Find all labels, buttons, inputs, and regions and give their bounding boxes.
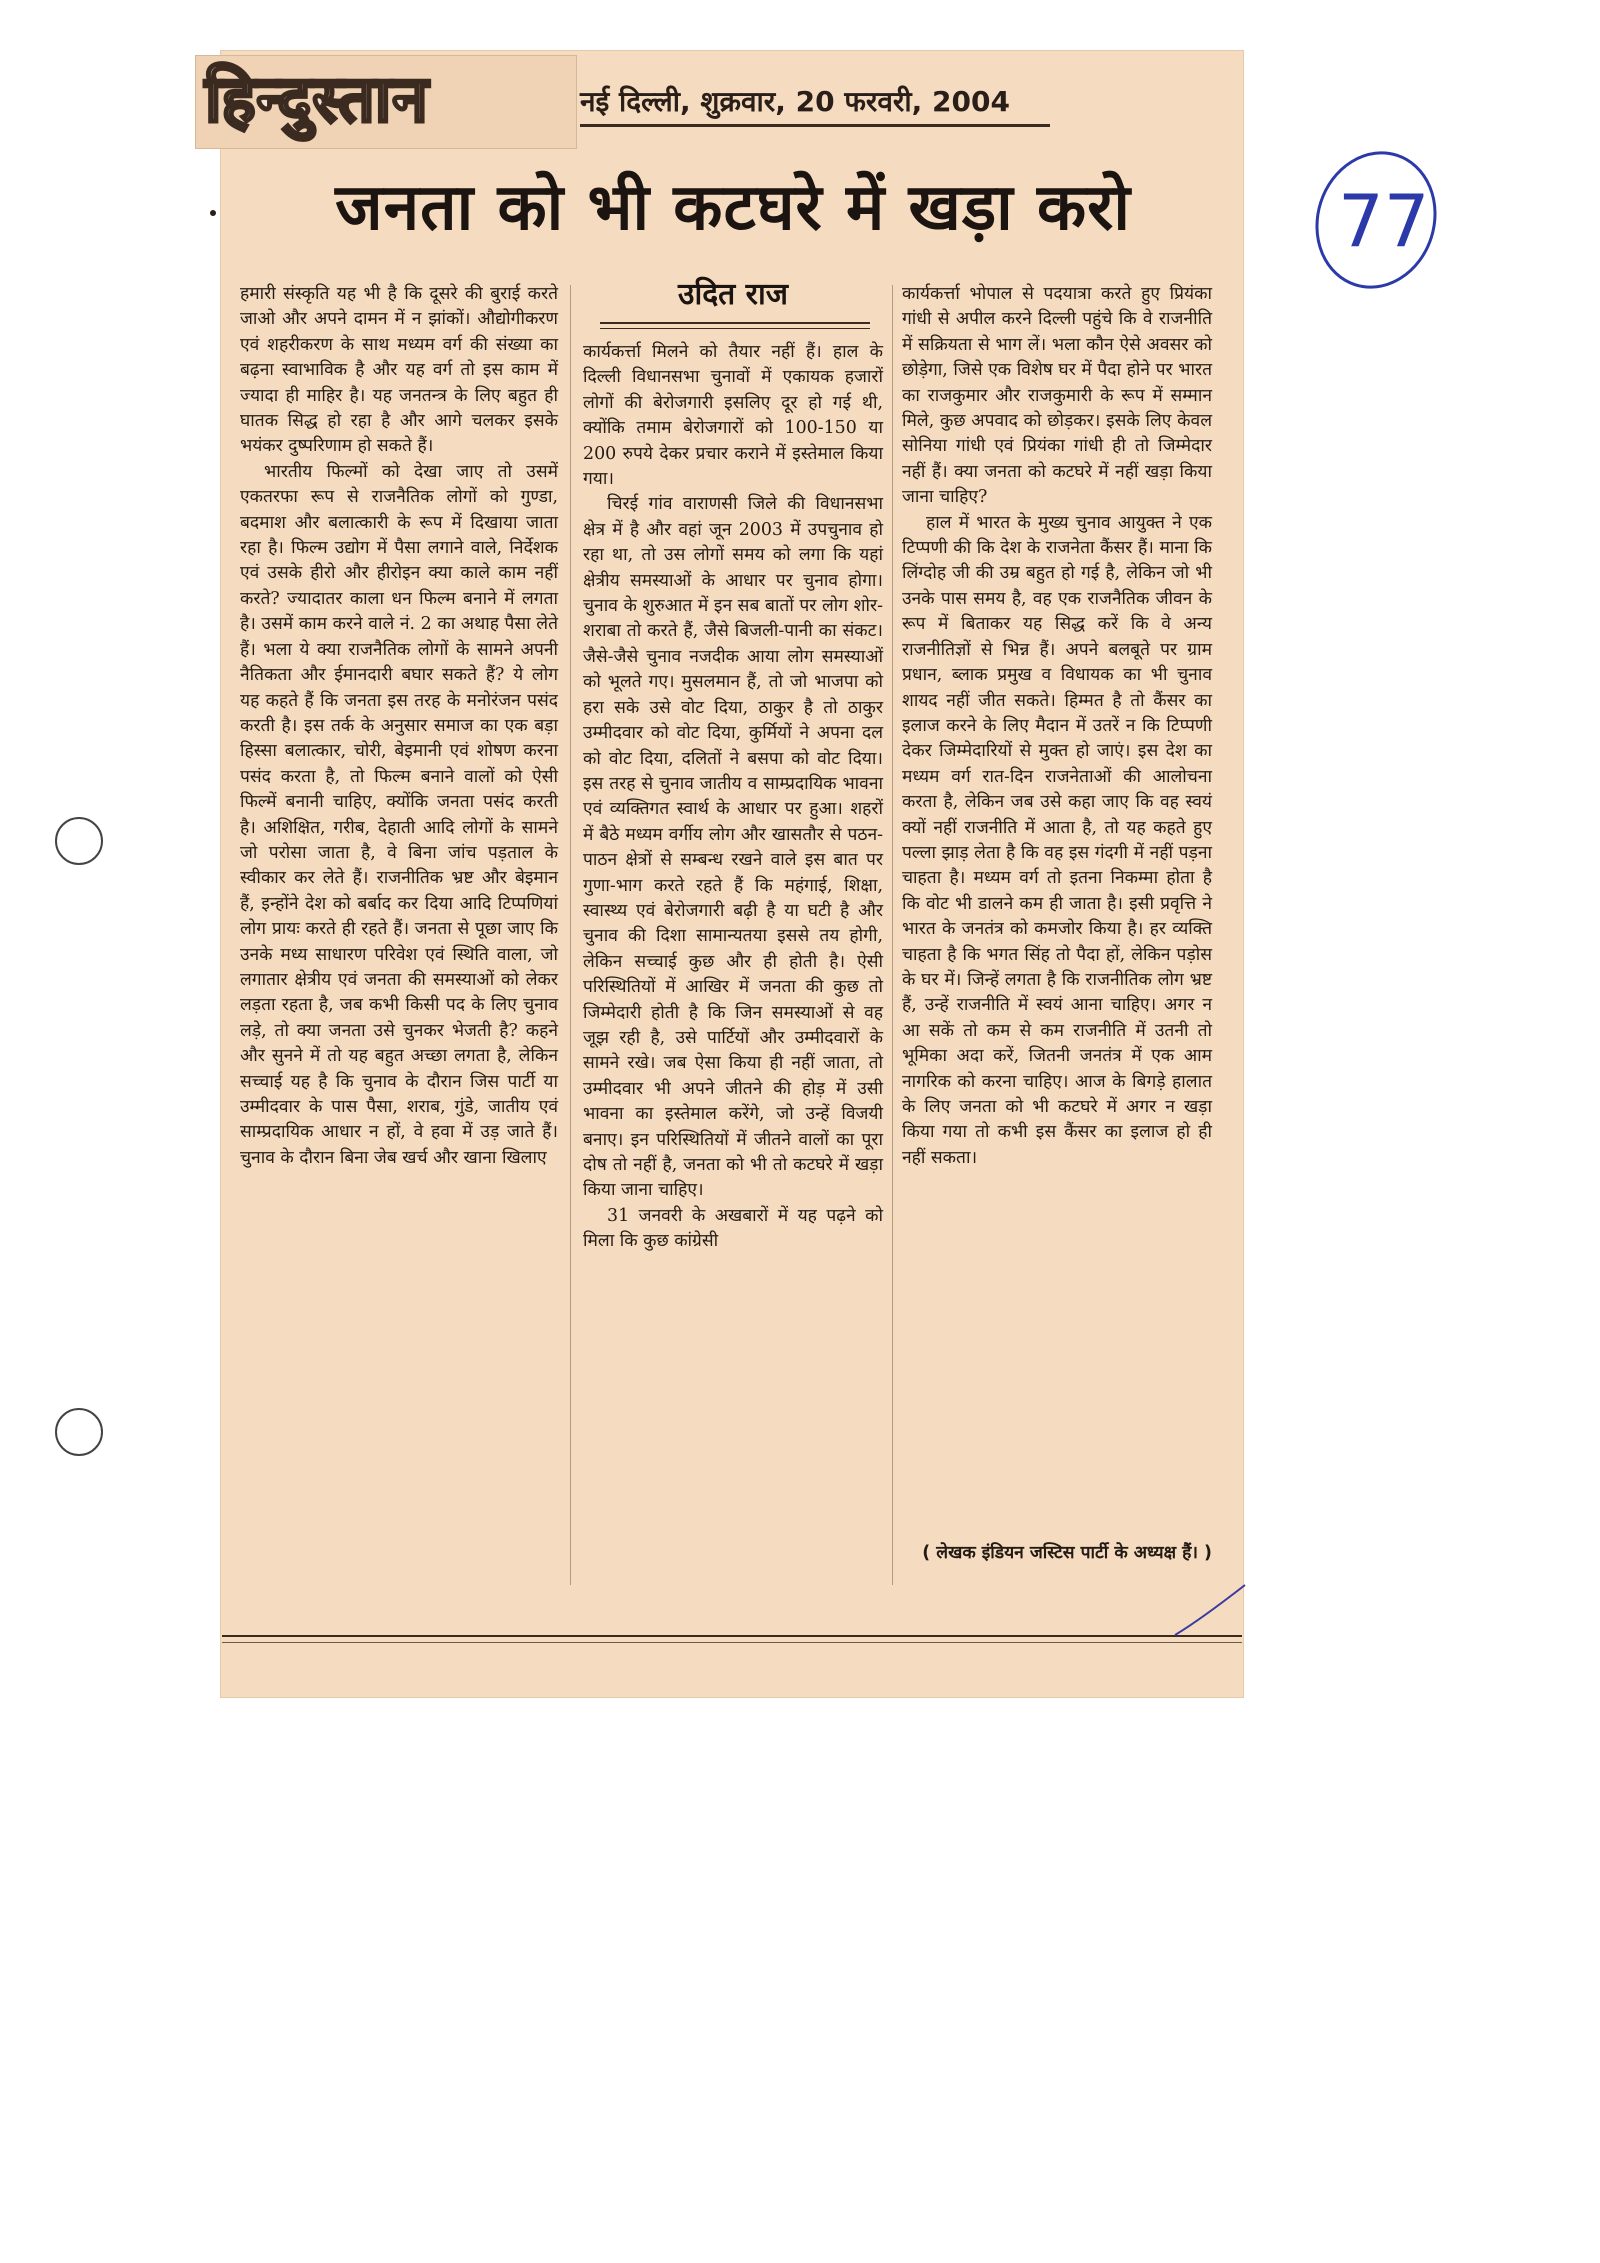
handwritten-number: 77 [1338, 179, 1430, 263]
author-byline: उदित राज [678, 277, 788, 312]
pen-tick-mark [1170, 1580, 1250, 1640]
newspaper-masthead: हिन्दुस्तान [205, 62, 429, 137]
column-divider [570, 285, 571, 1585]
article-column-3 [902, 282, 1212, 1171]
handwritten-annotation [1306, 138, 1456, 298]
column-divider [892, 285, 893, 1585]
paragraph: भारतीय फिल्मों को देखा जाए तो उसमें एकतरफा रूप से राजनैतिक लोगों को गुण्डा, बदमाश और बलात्कारी के रूप में दिखाया जाता रहा है। फिल्म उद्योग में पैसा लगाने वाले, निर्देशक एवं उसके हीरो और हीरोइन क्या काले काम नहीं करते? ज्यादातर काला धन फिल्म बनाने में लगता है। उसमें काम करने वाले नं. 2 का अथाह पैसा लेते हैं। भला ये क्या राजनैतिक लोगों के सामने अपनी नैतिकता और ईमानदारी बघार सकते हैं? ये लोग यह कहते हैं कि जनता इस तरह के मनोरंजन पसंद करती है। इस तर्क के अनुसार समाज का एक बड़ा हिस्सा बलात्कार, चोरी, बेइमानी एवं शोषण करना पसंद करता है, तो फिल्म बनाने वालों को ऐसी फिल्में बनानी चाहिए, क्योंकि जनता पसंद करती है। अशिक्षित, गरीब, देहाती आदि लोगों के सामने जो परोसा जाता है, वे बिना जांच पड़ताल के स्वीकार कर लेते हैं। राजनीतिक भ्रष्ट और बेइमान हैं, इन्होंने देश को बर्बाद कर दिया आदि टिप्पणियां लोग प्रायः करते ही रहते हैं। जनता से पूछा जाए कि उनके मध्य साधारण परिवेश एवं स्थिति वाला, जो लगातार क्षेत्रीय एवं जनता की समस्याओं को लेकर लड़ता रहता है, जब कभी किसी पद के लिए चुनाव लड़े, तो क्या जनता उसे चुनकर भेजती है? कहने और सुनने में तो यह बहुत अच्छा लगता है, लेकिन सच्चाई यह है कि चुनाव के दौरान जिस पार्टी या उम्मीदवार के पास पैसा, शराब, गुंडे, जातीय एवं साम्प्रदायिक आधार न हों, वे हवा में उड़ जाते हैं। चुनाव के दौरान बिना जेब खर्च और खाना खिलाए [240, 461, 558, 1168]
paragraph: कार्यकर्त्ता भोपाल से पदयात्रा करते हुए प्रियंका गांधी से अपील करने दिल्ली पहुंचे कि वे राजनीति में सक्रियता से भाग लें। भला कौन ऐसे अवसर को छोड़ेगा, जिसे एक विशेष घर में पैदा होने पर भारत का राजकुमार और राजकुमारी के रूप में सम्मान मिले, कुछ अपवाद को छोड़कर। इसके लिए केवल सोनिया गांधी एवं प्रियंका गांधी ही तो जिम्मेदार नहीं हैं। क्या जनता को कटघरे में नहीं खड़ा किया जाना चाहिए? [902, 284, 1212, 508]
paragraph: 31 जनवरी के अखबारों में यह पढ़ने को मिला कि कुछ कांग्रेसी [583, 1205, 883, 1252]
headline-bullet [210, 210, 216, 216]
paragraph: कार्यकर्त्ता मिलने को तैयार नहीं हैं। हाल के दिल्ली विधानसभा चुनावों में एकायक हजारों लोगों की बेरोजगारी इसलिए दूर हो गई थी, क्योंकि तमाम बेरोजगारों को 100-150 या 200 रुपये देकर प्रचार कराने में इस्तेमाल किया गया। [583, 342, 883, 490]
bottom-rule [222, 1635, 1242, 1637]
dateline: नई दिल्ली, शुक्रवार, 20 फरवरी, 2004 [580, 85, 1010, 118]
article-headline: जनता को भी कटघरे में खड़ा करो [335, 171, 1131, 245]
punch-hole [55, 1408, 103, 1456]
article-column-2 [583, 340, 883, 1255]
paragraph: हमारी संस्कृति यह भी है कि दूसरे की बुराई करते जाओ और अपने दामन में न झांकों। औद्योगीकरण एवं शहरीकरण के साथ मध्यम वर्ग की संख्या का बढ़ना स्वाभाविक है और यह वर्ग तो इस काम में ज्यादा ही माहिर है। यह जनतन्त्र के लिए बहुत ही घातक सिद्ध हो रहा है और आगे चलकर इसके भयंकर दुष्परिणाम हो सकते हैं। [240, 284, 558, 457]
article-column-1 [240, 282, 558, 1171]
byline-rule [600, 328, 870, 329]
paragraph: हाल में भारत के मुख्य चुनाव आयुक्त ने एक टिप्पणी की कि देश के राजनेता कैंसर हैं। माना कि लिंग्दोह जी की उम्र बहुत हो गई है, लेकिन जो भी उनके पास समय है, वह एक राजनैतिक जीवन के रूप में बिताकर यह सिद्ध करें कि वे अन्य राजनीतिज्ञों से भिन्न हैं। अपने बलबूते पर ग्राम प्रधान, ब्लाक प्रमुख व विधायक का भी चुनाव शायद नहीं जीत सकते। हिम्मत है तो कैंसर का इलाज करने के लिए मैदान में उतरें न कि टिप्पणी देकर जिम्मेदारियों से मुक्त हो जाएं। इस देश का मध्यम वर्ग रात-दिन राजनेताओं की आलोचना करता है, लेकिन जब उसे कहा जाए कि वह स्वयं क्यों नहीं राजनीति में आता है, तो यह कहते हुए पल्ला झाड़ लेता है कि वह इस गंदगी में नहीं पड़ना चाहता है। मध्यम वर्ग तो इतना निकम्मा होता है कि वोट भी डालने कम ही जाता है। इसी प्रवृत्ति ने भारत के जनतंत्र को कमजोर किया है। हर व्यक्ति चाहता है कि भगत सिंह तो पैदा हों, लेकिन पड़ोस के घर में। जिन्हें लगता है कि राजनीतिक लोग भ्रष्ट हैं, उन्हें राजनीति में स्वयं आना चाहिए। अगर न आ सकें तो कम से कम राजनीति में उतनी तो भूमिका अदा करें, जितनी जनतंत्र में एक आम नागरिक को करना चाहिए। आज के बिगड़े हालात के लिए जनता को भी कटघरे में अगर न खड़ा किया गया तो कभी इस कैंसर का इलाज हो ही नहीं सकता। [902, 512, 1212, 1168]
masthead-rule [580, 124, 1050, 127]
punch-hole [55, 817, 103, 865]
byline-rule [600, 322, 870, 324]
paragraph: चिरई गांव वाराणसी जिले की विधानसभा क्षेत्र में है और वहां जून 2003 में उपचुनाव हो रहा था, तो उस लोगों समय को लगा कि यहां क्षेत्रीय समस्याओं के आधार पर चुनाव होगा। चुनाव के शुरुआत में इन सब बातों पर लोग शोर-शराबा तो करते हैं, जैसे बिजली-पानी का संकट। जैसे-जैसे चुनाव नजदीक आया लोग समस्याओं को भूलते गए। मुसलमान हैं, तो जो भाजपा को हरा सके उसे वोट दिया, ठाकुर है तो ठाकुर उम्मीदवार को वोट दिया, कुर्मियों ने अपना दल को वोट दिया, दलितों ने बसपा को वोट दिया। इस तरह से चुनाव जातीय व साम्प्रदायिक भावना एवं व्यक्तिगत स्वार्थ के आधार पर हुआ। शहरों में बैठे मध्यम वर्गीय लोग और खासतौर से पठन-पाठन क्षेत्रों से सम्बन्ध रखने वाले इस बात पर गुणा-भाग करते रहते हैं कि महंगाई, शिक्षा, स्वास्थ्य एवं बेरोजगारी बढ़ी है या घटी है और चुनाव की दिशा सामान्यतया इससे तय होगी, लेकिन सच्चाई कुछ और ही होती है। ऐसी परिस्थितियों में आखिर में जनता की कुछ तो जिम्मेदारी होती है कि जिन समस्याओं से वह जूझ रही है, उसे पार्टियों और उम्मीदवारों के सामने रखे। जब ऐसा किया ही नहीं जाता, तो उम्मीदवार भी अपने जीतने की होड़ में उसी भावना का इस्तेमाल करेंगे, जो उन्हें विजयी बनाए। इन परिस्थितियों में जीतने वालों का पूरा दोष तो नहीं है, जनता को भी तो कटघरे में खड़ा किया जाना चाहिए। [583, 494, 883, 1201]
bottom-rule [222, 1642, 1242, 1643]
author-note: ( लेखक इंडियन जस्टिस पार्टी के अध्यक्ष हैं। ) [922, 1543, 1212, 1563]
